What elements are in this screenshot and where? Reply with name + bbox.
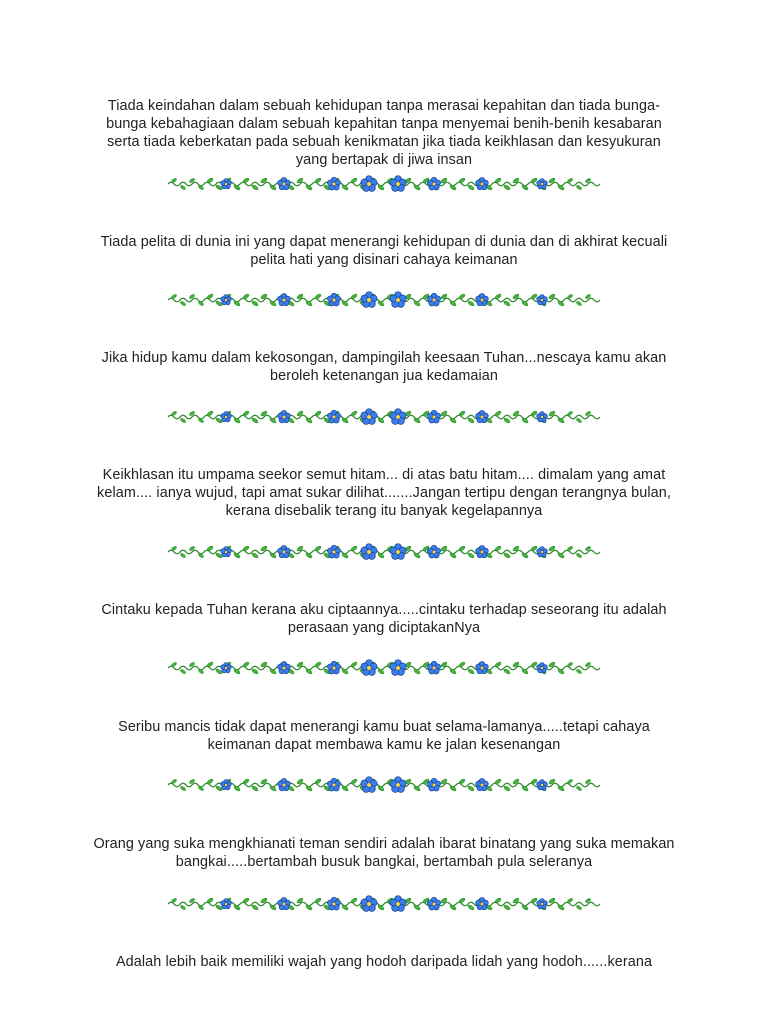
floral-vine-divider-icon [164, 774, 604, 796]
quote-7: Orang yang suka mengkhianati teman sendiri adalah ibarat binatang yang suka memakan bangkai.....bertambah busuk bangkai, bertambah pula seleranya [93, 836, 675, 870]
floral-vine-divider-icon [164, 893, 604, 915]
floral-vine-svg [164, 893, 604, 915]
quote-3: Jika hidup kamu dalam kekosongan, dampingilah keesaan Tuhan...nescaya kamu akan beroleh ketenangan jua kedamaian [101, 350, 667, 384]
quote-8: Adalah lebih baik memiliki wajah yang hodoh daripada lidah yang hodoh......kerana [115, 954, 653, 970]
quote-2: Tiada pelita di dunia ini yang dapat menerangi kehidupan di dunia dan di akhirat kecuali pelita hati yang disinari cahaya keimanan [100, 234, 668, 268]
floral-vine-divider-icon [164, 173, 604, 195]
floral-vine-divider-icon [164, 406, 604, 428]
quote-6: Seribu mancis tidak dapat menerangi kamu buat selama-lamanya.....tetapi cahaya keimanan dapat membawa kamu ke jalan kesenangan [118, 719, 650, 753]
floral-vine-divider-icon [164, 541, 604, 563]
floral-vine-divider-icon [164, 657, 604, 679]
floral-vine-svg [164, 657, 604, 679]
floral-vine-svg [164, 173, 604, 195]
floral-vine-svg [164, 406, 604, 428]
quote-1: Tiada keindahan dalam sebuah kehidupan tanpa merasai kepahitan dan tiada bunga-bunga kebahagiaan dalam sebuah kepahitan tanpa menyemai benih-benih kesabaran serta tiada keberkatan pada sebuah kenikmatan jika tiada keikhlasan dan kesyukuran yang bertapak di jiwa insan [106, 98, 662, 168]
floral-vine-svg [164, 541, 604, 563]
quote-5: Cintaku kepada Tuhan kerana aku ciptaannya.....cintaku terhadap seseorang itu adalah perasaan yang diciptakanNya [101, 602, 667, 636]
floral-vine-svg [164, 774, 604, 796]
floral-vine-svg [164, 289, 604, 311]
floral-vine-divider-icon [164, 289, 604, 311]
quote-4: Keikhlasan itu umpama seekor semut hitam... di atas batu hitam.... dimalam yang amat kelam.... ianya wujud, tapi amat sukar dilihat.......Jangan tertipu dengan terangnya bulan, kerana disebalik terang itu banyak kegelapannya [97, 467, 671, 519]
